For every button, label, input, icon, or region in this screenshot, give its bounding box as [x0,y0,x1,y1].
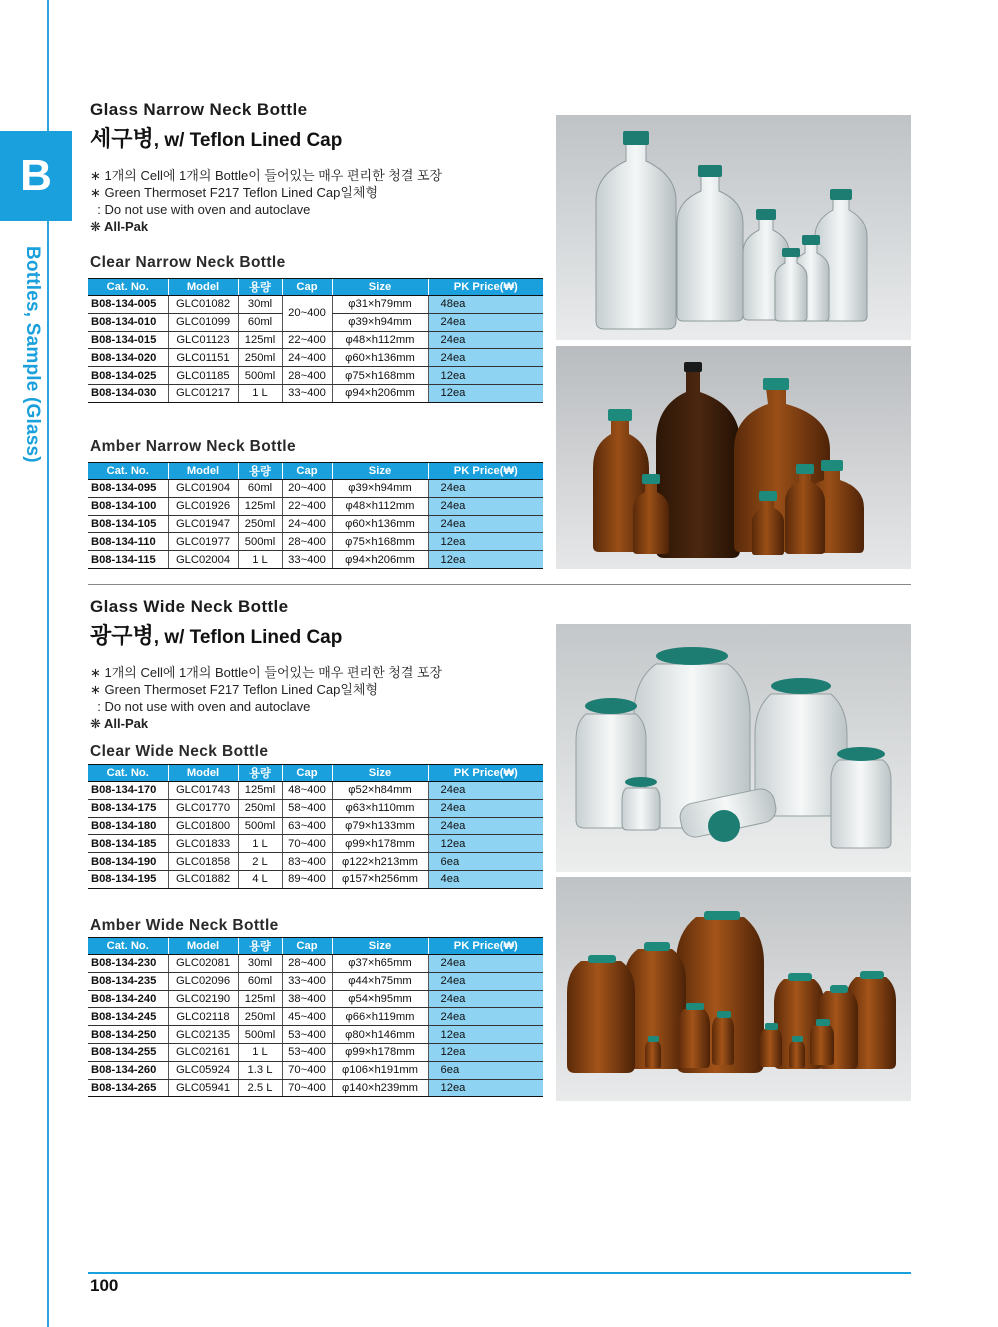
volume-cell: 250ml [238,1008,282,1026]
table-row [88,533,543,551]
column-header: Size [332,463,428,480]
narrow-note-1: ∗ 1개의 Cell에 1개의 Bottle이 들어있는 매우 편리한 청결 포장 [90,168,443,183]
wide-note-2: ∗ Green Thermoset F217 Teflon Lined Cap일체형 [90,682,379,697]
cat-no-cell: B08-134-250 [88,1026,168,1044]
amber-narrow-title: Amber Narrow Neck Bottle [90,438,296,455]
cat-no-cell: B08-134-255 [88,1043,168,1061]
cat-no-cell: B08-134-030 [88,384,168,402]
table-row [88,515,543,533]
cap-cell: 28~400 [282,367,332,385]
table-row [88,782,543,800]
column-header: Cap [282,765,332,782]
column-header: 용량 [238,463,282,480]
model-cell: GLC01217 [168,384,238,402]
model-cell: GLC01185 [168,367,238,385]
cat-no-cell: B08-134-095 [88,480,168,498]
narrow-note-3: : Do not use with oven and autoclave [90,202,311,217]
size-cell: φ39×h94mm [332,480,428,498]
amber-wide-title: Amber Wide Neck Bottle [90,917,279,934]
model-cell: GLC01858 [168,853,238,871]
size-cell: φ54×h95mm [332,990,428,1008]
cat-no-cell: B08-134-195 [88,870,168,888]
volume-cell: 500ml [238,367,282,385]
clear-wide-photo [556,624,911,872]
table-row [88,480,543,498]
model-cell: GLC01743 [168,782,238,800]
column-header: 용량 [238,765,282,782]
cat-no-cell: B08-134-015 [88,331,168,349]
price-cell: 12ea [428,1079,543,1097]
wide-title-en: Glass Wide Neck Bottle [90,597,289,616]
table-row [88,870,543,888]
volume-cell: 125ml [238,782,282,800]
size-cell: φ31×h79mm [332,296,428,314]
cat-no-cell: B08-134-010 [88,313,168,331]
table-row [88,955,543,973]
amber-wide-table [88,937,543,1097]
cat-no-cell: B08-134-185 [88,835,168,853]
volume-cell: 1.3 L [238,1061,282,1079]
table-header-row [88,938,543,955]
volume-cell: 125ml [238,497,282,515]
cap-cell: 53~400 [282,1043,332,1061]
cap-cell: 33~400 [282,384,332,402]
model-cell: GLC01947 [168,515,238,533]
cap-cell: 24~400 [282,515,332,533]
model-cell: GLC05941 [168,1079,238,1097]
size-cell: φ52×h84mm [332,782,428,800]
narrow-allpak: ❋ All-Pak [90,219,149,234]
table-row [88,1061,543,1079]
price-cell: 48ea [428,296,543,314]
footer-rule [88,1272,911,1274]
cap-cell: 33~400 [282,972,332,990]
amber-wide-photo [556,877,911,1101]
cap-cell: 63~400 [282,817,332,835]
section-tab: B [0,131,72,221]
clear-wide-title: Clear Wide Neck Bottle [90,743,269,760]
volume-cell: 2.5 L [238,1079,282,1097]
narrow-title-en: Glass Narrow Neck Bottle [90,100,308,119]
cat-no-cell: B08-134-100 [88,497,168,515]
volume-cell: 250ml [238,799,282,817]
volume-cell: 30ml [238,955,282,973]
wide-allpak: ❋ All-Pak [90,716,149,731]
cat-no-cell: B08-134-025 [88,367,168,385]
cap-cell: 24~400 [282,349,332,367]
price-cell: 12ea [428,1026,543,1044]
column-header: Size [332,938,428,955]
cap-cell: 48~400 [282,782,332,800]
cat-no-cell: B08-134-235 [88,972,168,990]
table-row [88,331,543,349]
cat-no-cell: B08-134-245 [88,1008,168,1026]
price-cell: 24ea [428,480,543,498]
column-header: Cat. No. [88,938,168,955]
column-header: 용량 [238,279,282,296]
cat-no-cell: B08-134-170 [88,782,168,800]
size-cell: φ48×h112mm [332,331,428,349]
side-title [17,246,43,486]
price-cell: 24ea [428,990,543,1008]
cap-cell: 33~400 [282,551,332,569]
cat-no-cell: B08-134-020 [88,349,168,367]
cap-cell: 58~400 [282,799,332,817]
wide-note-3: : Do not use with oven and autoclave [90,699,311,714]
table-row [88,296,543,314]
side-title-text: Bottles, Sample (Glass) [22,246,43,463]
price-cell: 12ea [428,533,543,551]
cap-cell: 89~400 [282,870,332,888]
cap-cell: 53~400 [282,1026,332,1044]
table-row [88,972,543,990]
clear-narrow-table [88,278,543,403]
cap-cell: 20~400 [282,296,332,332]
column-header: Cat. No. [88,463,168,480]
model-cell: GLC01904 [168,480,238,498]
table-row [88,853,543,871]
table-row [88,349,543,367]
price-cell: 24ea [428,1008,543,1026]
volume-cell: 1 L [238,1043,282,1061]
size-cell: φ157×h256mm [332,870,428,888]
size-cell: φ60×h136mm [332,349,428,367]
volume-cell: 125ml [238,990,282,1008]
narrow-title-kr [90,122,442,153]
volume-cell: 60ml [238,480,282,498]
price-cell: 12ea [428,1043,543,1061]
volume-cell: 125ml [238,331,282,349]
table-row [88,835,543,853]
volume-cell: 4 L [238,870,282,888]
narrow-neck-header [90,100,442,235]
table-row [88,1079,543,1097]
price-cell: 12ea [428,367,543,385]
size-cell: φ140×h239mm [332,1079,428,1097]
cap-cell: 70~400 [282,1061,332,1079]
size-cell: φ37×h65mm [332,955,428,973]
cat-no-cell: B08-134-190 [88,853,168,871]
volume-cell: 500ml [238,1026,282,1044]
size-cell: φ99×h178mm [332,1043,428,1061]
wide-note-1: ∗ 1개의 Cell에 1개의 Bottle이 들어있는 매우 편리한 청결 포장 [90,665,443,680]
wide-title-kr-text: 광구병 [90,623,154,648]
table-header-row [88,765,543,782]
table-row [88,1008,543,1026]
wide-notes [90,664,442,732]
size-cell: φ44×h75mm [332,972,428,990]
column-header: PK Price(₩) [428,463,543,480]
narrow-title-kr-text: 세구병 [90,126,154,151]
size-cell: φ66×h119mm [332,1008,428,1026]
model-cell: GLC01123 [168,331,238,349]
size-cell: φ48×h112mm [332,497,428,515]
wide-neck-header [90,597,442,732]
table-row [88,551,543,569]
column-header: 용량 [238,938,282,955]
price-cell: 24ea [428,799,543,817]
size-cell: φ94×h206mm [332,384,428,402]
size-cell: φ99×h178mm [332,835,428,853]
volume-cell: 500ml [238,533,282,551]
page-number: 100 [90,1276,119,1295]
size-cell: φ63×h110mm [332,799,428,817]
column-header: Cat. No. [88,765,168,782]
column-header: Model [168,938,238,955]
size-cell: φ60×h136mm [332,515,428,533]
cat-no-cell: B08-134-005 [88,296,168,314]
price-cell: 6ea [428,1061,543,1079]
cap-cell: 22~400 [282,497,332,515]
column-header: Cap [282,463,332,480]
price-cell: 24ea [428,817,543,835]
table-row [88,799,543,817]
table-row [88,384,543,402]
column-header: Size [332,765,428,782]
model-cell: GLC02135 [168,1026,238,1044]
model-cell: GLC02004 [168,551,238,569]
volume-cell: 2 L [238,853,282,871]
model-cell: GLC02096 [168,972,238,990]
cat-no-cell: B08-134-265 [88,1079,168,1097]
section-divider [88,584,911,585]
narrow-note-2: ∗ Green Thermoset F217 Teflon Lined Cap일체형 [90,185,379,200]
price-cell: 24ea [428,497,543,515]
table-row [88,1043,543,1061]
model-cell: GLC01800 [168,817,238,835]
model-cell: GLC01099 [168,313,238,331]
clear-narrow-title: Clear Narrow Neck Bottle [90,254,286,271]
model-cell: GLC02081 [168,955,238,973]
volume-cell: 1 L [238,551,282,569]
column-header: Cap [282,938,332,955]
model-cell: GLC01151 [168,349,238,367]
price-cell: 12ea [428,835,543,853]
volume-cell: 60ml [238,972,282,990]
column-header: Size [332,279,428,296]
model-cell: GLC01882 [168,870,238,888]
cat-no-cell: B08-134-115 [88,551,168,569]
cap-cell: 22~400 [282,331,332,349]
column-header: PK Price(₩) [428,765,543,782]
table-header-row [88,463,543,480]
size-cell: φ94×h206mm [332,551,428,569]
size-cell: φ75×h168mm [332,533,428,551]
clear-wide-table [88,764,543,889]
price-cell: 24ea [428,331,543,349]
model-cell: GLC01833 [168,835,238,853]
narrow-title-suffix: , w/ Teflon Lined Cap [153,130,343,151]
model-cell: GLC02190 [168,990,238,1008]
column-header: Cat. No. [88,279,168,296]
amber-narrow-table [88,462,543,569]
price-cell: 12ea [428,384,543,402]
size-cell: φ106×h191mm [332,1061,428,1079]
table-header-row [88,279,543,296]
cap-cell: 28~400 [282,533,332,551]
column-header: PK Price(₩) [428,279,543,296]
cap-cell: 38~400 [282,990,332,1008]
cat-no-cell: B08-134-240 [88,990,168,1008]
size-cell: φ79×h133mm [332,817,428,835]
cat-no-cell: B08-134-230 [88,955,168,973]
wide-title-kr [90,619,442,650]
price-cell: 24ea [428,515,543,533]
table-row [88,367,543,385]
column-header: Model [168,279,238,296]
cat-no-cell: B08-134-110 [88,533,168,551]
model-cell: GLC02118 [168,1008,238,1026]
cap-cell: 20~400 [282,480,332,498]
amber-narrow-photo [556,346,911,569]
column-header: Model [168,765,238,782]
price-cell: 24ea [428,972,543,990]
cap-cell: 70~400 [282,835,332,853]
volume-cell: 500ml [238,817,282,835]
size-cell: φ80×h146mm [332,1026,428,1044]
model-cell: GLC01770 [168,799,238,817]
price-cell: 6ea [428,853,543,871]
model-cell: GLC01082 [168,296,238,314]
cap-cell: 45~400 [282,1008,332,1026]
cat-no-cell: B08-134-260 [88,1061,168,1079]
price-cell: 24ea [428,313,543,331]
size-cell: φ39×h94mm [332,313,428,331]
table-row [88,817,543,835]
table-row [88,990,543,1008]
price-cell: 4ea [428,870,543,888]
cap-cell: 70~400 [282,1079,332,1097]
volume-cell: 60ml [238,313,282,331]
size-cell: φ75×h168mm [332,367,428,385]
cap-cell: 28~400 [282,955,332,973]
volume-cell: 250ml [238,515,282,533]
volume-cell: 30ml [238,296,282,314]
model-cell: GLC05924 [168,1061,238,1079]
model-cell: GLC02161 [168,1043,238,1061]
model-cell: GLC01977 [168,533,238,551]
cat-no-cell: B08-134-105 [88,515,168,533]
clear-narrow-photo [556,115,911,340]
table-row [88,1026,543,1044]
volume-cell: 250ml [238,349,282,367]
price-cell: 12ea [428,551,543,569]
volume-cell: 1 L [238,384,282,402]
wide-title-suffix: , w/ Teflon Lined Cap [153,627,343,648]
cat-no-cell: B08-134-180 [88,817,168,835]
model-cell: GLC01926 [168,497,238,515]
column-header: Model [168,463,238,480]
column-header: PK Price(₩) [428,938,543,955]
cap-cell: 83~400 [282,853,332,871]
cat-no-cell: B08-134-175 [88,799,168,817]
size-cell: φ122×h213mm [332,853,428,871]
price-cell: 24ea [428,782,543,800]
narrow-notes [90,167,442,235]
column-header: Cap [282,279,332,296]
table-row [88,497,543,515]
volume-cell: 1 L [238,835,282,853]
price-cell: 24ea [428,955,543,973]
price-cell: 24ea [428,349,543,367]
